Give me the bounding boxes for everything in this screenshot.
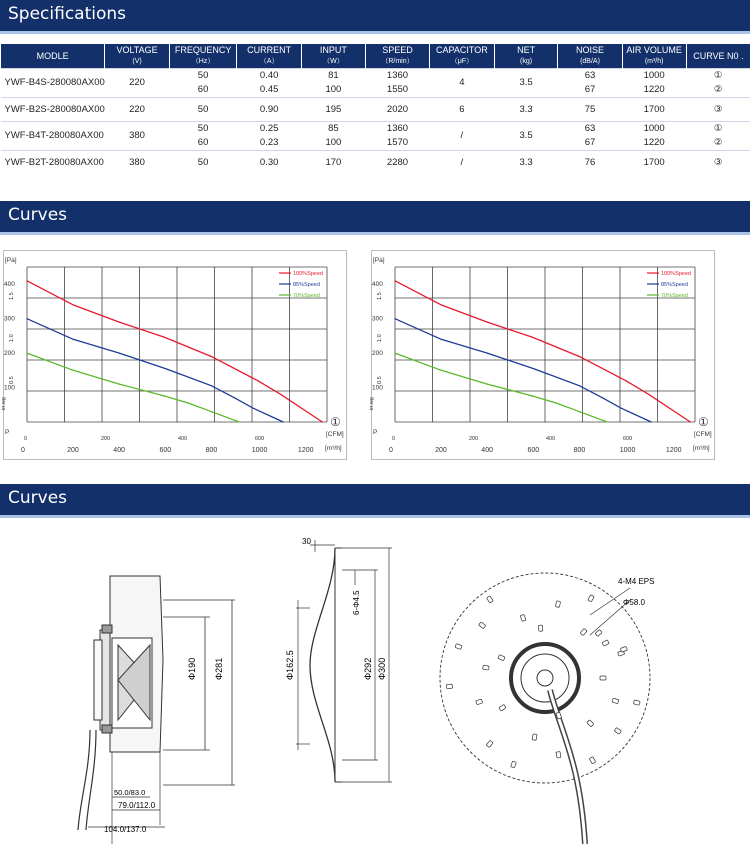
dim-depth-2: 79.0/112.0 <box>118 801 156 810</box>
impeller-slot <box>476 699 483 705</box>
data-point <box>533 396 534 397</box>
data-point <box>602 420 603 421</box>
data-point <box>119 353 120 354</box>
dim-depth-3: 104.0/137.0 <box>104 825 147 834</box>
impeller-slot <box>595 630 602 637</box>
data-point <box>322 421 323 422</box>
table-row: 60 0.45 100 1550 67 1220 ② <box>197 84 723 95</box>
cfm-tick-label: 200 <box>469 436 479 442</box>
data-point <box>188 402 189 403</box>
impeller-slot <box>620 646 627 652</box>
y-tick-label: 200 <box>4 350 15 358</box>
m3h-tick-label: 400 <box>113 447 125 454</box>
inwg-tick-label: 1.0 <box>9 334 15 342</box>
data-point <box>394 318 395 319</box>
curve-number-marker: ① <box>330 415 341 429</box>
inwg-axis-label: in.wg <box>369 397 375 410</box>
col-frequency: FREQUENCY （Hz） <box>169 44 237 69</box>
inwg-tick-label: 1.5 <box>9 292 15 300</box>
impeller-slot <box>499 704 506 711</box>
data-point <box>211 385 212 386</box>
table-row: YWF-B4S-280080AX00 220 50 0.40 81 1360 4 3.5 63 1000 ① <box>1 69 750 84</box>
col-capacitor: CAPACITOR （μF） <box>430 44 495 69</box>
m3h-tick-label: 1000 <box>251 447 268 454</box>
data-point <box>602 397 603 398</box>
data-point <box>533 337 534 338</box>
y-tick-label: 100 <box>372 384 383 392</box>
y-axis-pressure-label: P <box>373 429 378 436</box>
data-point <box>280 394 281 395</box>
data-point <box>211 411 212 412</box>
data-point <box>239 421 240 422</box>
data-point <box>625 380 626 381</box>
m3h-tick-label: 200 <box>435 447 447 454</box>
section-header-curves-dimensions <box>0 484 750 518</box>
impeller-slot <box>589 757 595 764</box>
dim-ring-depth: 30 <box>302 537 311 546</box>
table-row: 60 0.23 100 1570 67 1220 ② <box>197 137 723 148</box>
data-point <box>487 384 488 385</box>
data-point <box>441 339 442 340</box>
impeller-slot <box>455 644 462 650</box>
series-line <box>395 281 690 422</box>
col-noise: NOISE (dB/A) <box>558 44 622 69</box>
performance-chart-left <box>3 250 347 460</box>
section-header-specifications <box>0 0 750 34</box>
y-axis-label: [Pa] <box>373 257 385 264</box>
data-point <box>441 370 442 371</box>
y-tick-label: 300 <box>372 315 383 323</box>
front-screws-label: 4-M4 EPS <box>618 577 655 586</box>
m3h-tick-label: 0 <box>21 447 25 454</box>
m3h-tick-label: 800 <box>573 447 586 454</box>
data-point <box>487 322 488 323</box>
legend-label: 100%Speed <box>293 271 323 277</box>
legend-label: 85%Speed <box>293 282 320 288</box>
data-point <box>579 411 580 412</box>
inlet-ring-drawing <box>280 530 410 805</box>
data-point <box>73 339 74 340</box>
m3h-tick-label: 1200 <box>665 447 682 454</box>
series-line <box>395 353 607 422</box>
inwg-axis-label: in.wg <box>1 397 7 410</box>
impeller-slot <box>602 640 609 646</box>
cfm-tick-label: 600 <box>255 436 265 442</box>
y-tick-label: 400 <box>372 281 383 289</box>
impeller-slot <box>532 734 537 741</box>
table-row: YWF-B2S-280080AX00 220 50 0.90 195 2020 6 3.3 75 1700 ③ <box>1 98 750 122</box>
cfm-tick-label: 400 <box>546 436 556 442</box>
series-line <box>27 281 322 422</box>
impeller-slot <box>487 596 494 603</box>
data-point <box>579 356 580 357</box>
impeller-slot <box>511 761 517 768</box>
impeller-slot <box>486 740 493 747</box>
data-point <box>690 421 691 422</box>
impeller-slot <box>612 698 619 704</box>
m3h-tick-label: 600 <box>159 447 172 454</box>
impeller-slot <box>483 665 490 670</box>
dim-ring-holes: 6-Φ4.5 <box>352 590 361 615</box>
section-title: Curves <box>8 488 68 508</box>
data-point <box>26 280 27 281</box>
cfm-tick-label: 200 <box>101 436 111 442</box>
impeller-slot <box>587 720 594 727</box>
data-point <box>234 420 235 421</box>
data-point <box>119 322 120 323</box>
data-point <box>211 356 212 357</box>
cfm-axis-label: [CFM] <box>326 431 344 438</box>
table-row: YWF-B2T-280080AX00 380 50 0.30 170 2280 / 3.3 76 1700 ③ <box>1 151 750 175</box>
data-point <box>556 402 557 403</box>
cfm-axis-label: [CFM] <box>694 431 712 438</box>
impeller-slot <box>538 625 543 631</box>
data-point <box>165 396 166 397</box>
data-point <box>648 394 649 395</box>
y-tick-label: 400 <box>4 281 15 289</box>
inwg-tick-label: 1.0 <box>377 334 383 342</box>
col-current: CURRENT （A） <box>237 44 301 69</box>
m3h-tick-label: 200 <box>67 447 79 454</box>
series-line <box>27 353 239 422</box>
col-speed: SPEED （R/min） <box>365 44 429 69</box>
col-air-volume: AIR VOLUME (m³/h) <box>622 44 686 69</box>
m3h-tick-label: 800 <box>205 447 218 454</box>
spec-table <box>0 44 750 174</box>
col-model: MODLE <box>1 44 105 69</box>
section-title: Specifications <box>8 4 127 24</box>
data-point <box>651 421 652 422</box>
cfm-tick-label: 400 <box>178 436 188 442</box>
cfm-tick-label: 0 <box>392 436 396 442</box>
inwg-tick-label: 0.5 <box>377 376 383 384</box>
data-point <box>394 280 395 281</box>
data-point <box>283 421 284 422</box>
table-header-row <box>1 44 750 69</box>
impeller-slot <box>556 751 561 758</box>
impeller-slot <box>446 684 452 689</box>
impeller-slot <box>556 601 561 608</box>
side-view-drawing <box>0 520 250 844</box>
inwg-tick-label: 0.5 <box>9 376 15 384</box>
y-tick-label: 300 <box>4 315 15 323</box>
y-tick-label: 200 <box>372 350 383 358</box>
y-axis-label: [Pa] <box>5 257 17 264</box>
data-point <box>73 304 74 305</box>
impeller-slot <box>520 614 526 621</box>
curve-number-marker: ① <box>698 415 709 429</box>
m3h-axis-label: [m³/h] <box>325 445 342 452</box>
data-point <box>119 384 120 385</box>
impeller-slot <box>588 595 594 602</box>
m3h-axis-label: [m³/h] <box>693 445 710 452</box>
data-point <box>533 368 534 369</box>
m3h-tick-label: 0 <box>389 447 393 454</box>
data-point <box>253 408 254 409</box>
data-point <box>394 353 395 354</box>
section-header-curves <box>0 201 750 235</box>
dim-d162: Φ162.5 <box>285 650 295 680</box>
inwg-tick-label: 1.5 <box>377 292 383 300</box>
data-point <box>579 385 580 386</box>
y-axis-pressure-label: P <box>5 429 10 436</box>
performance-chart-right <box>371 250 715 460</box>
impeller-slot <box>633 700 640 705</box>
cfm-tick-label: 600 <box>623 436 633 442</box>
m3h-tick-label: 1200 <box>297 447 314 454</box>
impeller-slot <box>479 622 486 629</box>
data-point <box>621 408 622 409</box>
section-title: Curves <box>8 205 68 225</box>
data-point <box>234 397 235 398</box>
dim-d300: Φ300 <box>377 657 387 680</box>
col-net: NET (kg) <box>494 44 558 69</box>
col-voltage: VOLTAGE (V) <box>105 44 169 69</box>
impeller-slot <box>600 676 606 680</box>
dim-d281: Φ281 <box>214 657 224 680</box>
data-point <box>165 337 166 338</box>
data-point <box>73 370 74 371</box>
m3h-tick-label: 400 <box>481 447 493 454</box>
m3h-tick-label: 600 <box>527 447 540 454</box>
legend-label: 70%Speed <box>661 293 688 299</box>
dim-d190: Φ190 <box>187 657 197 680</box>
col-input: INPUT （W） <box>301 44 365 69</box>
m3h-tick-label: 1000 <box>619 447 636 454</box>
table-row: YWF-B4T-280080AX00 380 50 0.25 85 1360 / 3.5 63 1000 ① <box>1 122 750 137</box>
data-point <box>441 304 442 305</box>
data-point <box>487 353 488 354</box>
legend-label: 70%Speed <box>293 293 320 299</box>
legend-label: 100%Speed <box>661 271 691 277</box>
impeller-slot <box>580 628 587 635</box>
dim-d292: Φ292 <box>363 657 373 680</box>
legend-label: 85%Speed <box>661 282 688 288</box>
y-tick-label: 100 <box>4 384 15 392</box>
data-point <box>165 368 166 369</box>
impeller-slot <box>498 655 505 661</box>
front-d58-label: Φ58.0 <box>623 598 645 607</box>
data-point <box>607 421 608 422</box>
cfm-tick-label: 0 <box>24 436 28 442</box>
data-point <box>26 318 27 319</box>
impeller-slot <box>614 728 621 735</box>
col-curve-no: CURVE N0 . <box>686 44 750 69</box>
data-point <box>26 353 27 354</box>
data-point <box>257 380 258 381</box>
dim-depth-1: 50.0/83.0 <box>114 788 146 797</box>
front-view-drawing <box>440 560 675 844</box>
